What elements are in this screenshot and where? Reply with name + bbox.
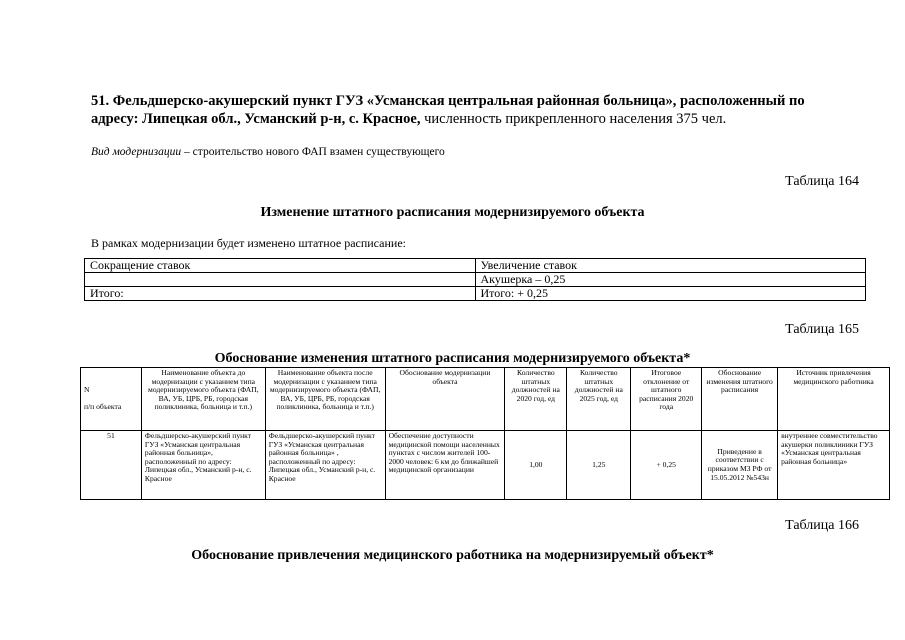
staffing-change-table	[84, 258, 866, 301]
table-cell: 1,00	[505, 431, 567, 500]
modernization-text: – строительство нового ФАП взамен существующего	[181, 146, 445, 158]
staffing-justification-table	[80, 367, 890, 500]
table-cell: Акушерка – 0,25	[475, 273, 866, 287]
table-165-title: Обоснование изменения штатного расписания модернизируемого объекта*	[214, 351, 691, 366]
modernization-label: Вид модернизации	[91, 146, 182, 158]
table-164-intro: В рамках модернизации будет изменено штатное расписание:	[91, 236, 406, 250]
table-cell: Сокращение ставок	[85, 259, 476, 273]
section-heading	[91, 92, 851, 128]
table-164-title: Изменение штатного расписания модернизируемого объекта	[260, 205, 645, 220]
table-row	[81, 431, 890, 500]
header-cell: Обоснование модернизации объекта	[385, 368, 505, 431]
table-164-number: Таблица 164	[785, 174, 859, 189]
table-165-number: Таблица 165	[785, 322, 859, 337]
table-cell: Увеличение ставок	[475, 259, 866, 273]
table-cell: Итого: + 0,25	[475, 287, 866, 301]
section-heading-normal: численность прикрепленного населения 375 чел.	[420, 111, 727, 127]
header-cell: Источник привлечения медицинского работника	[778, 368, 890, 431]
table-cell: Обеспечение доступности медицинской помощи населенных пунктах с числом жителей 100-2000 человек: 6 км до ближайшей медицинской организации	[385, 431, 505, 500]
table-cell: + 0,25	[631, 431, 702, 500]
table-row	[85, 259, 866, 273]
table-cell: Итого:	[85, 287, 476, 301]
modernization-type	[91, 146, 445, 158]
header-cell: Наименование объекта после модернизации с указанием типа модернизируемого объекта (ФАП, ВА, УБ, ЦРБ, РБ, городская поликлиника, больница и т.п.)	[265, 368, 385, 431]
header-cell: Итоговое отклонение от штатного расписания 2020 года	[631, 368, 702, 431]
table-row	[85, 287, 866, 301]
header-n-sub: п/п объекта	[84, 402, 122, 412]
table-cell: Фельдшерско-акушерский пункт ГУЗ «Усманская центральная районная больница» , расположенный по адресу: Липецкая обл., Усманский р-н, с. Красное	[265, 431, 385, 500]
table-row	[85, 273, 866, 287]
header-n: N	[84, 385, 90, 395]
header-cell: Наименование объекта до модернизации с указанием типа модернизируемого объекта (ФАП, ВА, УБ, ЦРБ, РБ, городская поликлиника, больница и т.п.)	[141, 368, 265, 431]
table-166-number: Таблица 166	[785, 518, 859, 533]
table-cell: 51	[81, 431, 142, 500]
section-heading-bold: 51. Фельдшерско-акушерский пункт ГУЗ «Усманская центральная районная больница», расположенный по адресу: Липецкая обл., Усманский р-н, с. Красное,	[91, 93, 805, 127]
header-cell-number	[81, 368, 142, 431]
table-166-title: Обоснование привлечения медицинского работника на модернизируемый объект*	[191, 548, 714, 563]
table-cell: внутреннее совместительство акушерки поликлиники ГУЗ «Усманская центральная районная больница»	[778, 431, 890, 500]
table-cell: Фельдшерско-акушерский пункт ГУЗ «Усманская центральная районная больница», расположенный по адресу: Липецкая обл., Усманский р-н, с. Красное	[141, 431, 265, 500]
header-cell: Количество штатных должностей на 2025 год, ед	[567, 368, 631, 431]
table-cell: Приведение в соответствии с приказом МЗ РФ от 15.05.2012 №543н	[702, 431, 778, 500]
table-header-row	[81, 368, 890, 431]
table-cell	[85, 273, 476, 287]
header-cell: Количество штатных должностей на 2020 год, ед	[505, 368, 567, 431]
header-cell: Обоснование изменения штатного расписания	[702, 368, 778, 431]
table-cell: 1,25	[567, 431, 631, 500]
